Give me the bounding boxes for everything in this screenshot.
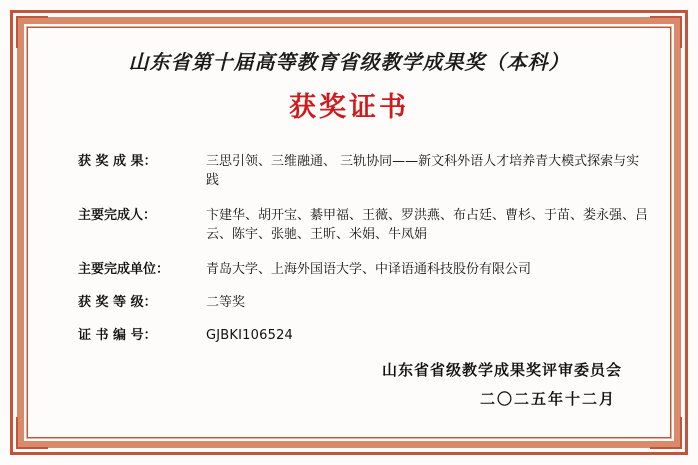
certificate-subtitle: 获奖证书: [289, 92, 409, 123]
field-value-institutions: 青岛大学、上海外国语大学、中译语通科技股份有限公司: [206, 262, 532, 277]
field-row-award-level: [78, 293, 648, 312]
field-row-institutions: [78, 260, 648, 279]
field-value-achievement: 三思引领、三维融通、 三轨协同——新文科外语人才培养青大模式探索与实践: [206, 154, 640, 188]
field-label-contributors: 主要完成人：: [78, 208, 157, 223]
signature-block: [40, 359, 658, 409]
field-value-award-level: 二等奖: [206, 295, 246, 310]
certificate-fields: [40, 152, 658, 345]
field-label-institutions: 主要完成单位：: [78, 262, 170, 277]
certificate-content: [40, 34, 658, 431]
field-label-award-level: 获 奖 等 级：: [78, 295, 157, 310]
field-row-achievement: [78, 152, 648, 190]
field-value-contributors: 卞建华、胡开宝、綦甲福、王薇、罗洪燕、布占廷、曹杉、于苗、娄永强、吕云、陈宇、张驰、王昕、米娟、牛凤娟: [206, 208, 649, 242]
signature-organization: 山东省省级教学成果奖评审委员会: [381, 361, 622, 379]
field-value-certificate-number: GJBKI106524: [206, 328, 294, 343]
field-label-certificate-number: 证 书 编 号：: [78, 328, 157, 343]
certificate-title: 山东省第十届高等教育省级教学成果奖（本科）: [128, 50, 570, 74]
signature-date: 二〇二五年十二月: [479, 390, 616, 408]
field-row-certificate-number: [78, 326, 648, 345]
field-row-contributors: [78, 206, 648, 244]
field-label-achievement: 获 奖 成 果：: [78, 154, 157, 169]
